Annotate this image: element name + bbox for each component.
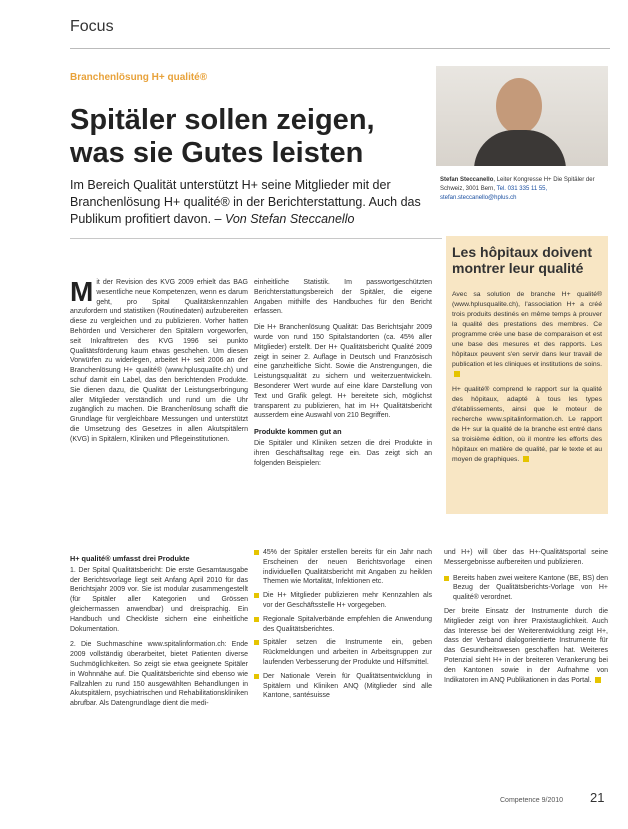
paragraph: Die Spitäler und Kliniken setzen die drei Produkte in ihren Geschäftsalltag rege ein. Das zeigt sich an folgenden Beispielen: [254, 439, 432, 467]
bullet-list [254, 548, 432, 701]
column-1 [70, 278, 248, 451]
caption-contact: Tel. 031 335 11 55, stefan.steccanello@hplus.ch [440, 186, 548, 201]
photo-caption [440, 176, 608, 203]
byline: Von Stefan Steccanello [224, 212, 355, 226]
photo-head-shape [496, 78, 542, 134]
publication-name: Competence 9/2010 [500, 797, 564, 804]
photo-body-shape [474, 130, 566, 166]
caption-role: , Leiter Kongresse H+ Die Spitäler der Schweiz, 3001 Bern, [440, 177, 595, 192]
author-photo [436, 66, 608, 166]
page-number: 21 [590, 790, 605, 805]
dropcap: M [70, 276, 94, 307]
list-item: Spitäler setzen die Instrumente ein, geben Rückmeldungen und arbeiten in Arbeitsgruppen zur laufenden Verbesserung der Produkte und Hilfsmittel. [254, 638, 432, 667]
paragraph: einheitliche Statistik. Im passwortgeschützten Berichterstattungsbereich der Spitäler, die eigene Angaben mithilfe des Handbuches für den Bericht erfassen. [254, 279, 432, 316]
box-p2: H+ qualité® comprend le rapport sur la qualité des hôpitaux, adapté à tous les types d'établissements, ainsi que le moteur de recherche www.spitalinformation.ch. Le rapport de H+ sur la qualité de la branche est entré dans sa troisième édition, où il montre les efforts des hôpitaux en matière de qualité, par le texte et au moyen de graphiques. [452, 386, 602, 463]
lead-text: Im Bereich Qualität unterstützt H+ seine Mitglieder mit der Branchenlösung H+ qualité® in der Berichterstattung. Auch das Publikum profitiert davon. – [70, 178, 421, 226]
list-item: Regionale Spitalverbände empfehlen die Anwendung des Qualitätsberichtes. [254, 615, 432, 635]
column-3-lower [444, 548, 608, 691]
section-label: Focus [70, 18, 114, 35]
end-square-icon [523, 456, 529, 462]
caption-name: Stefan Steccanello [440, 177, 494, 183]
sidebar-box-text [452, 290, 602, 470]
article-headline: Spitäler sollen zeigen, was sie Gutes leisten [70, 104, 375, 169]
sidebar-box-title: Les hôpitaux doivent montrer leur qualité [452, 244, 593, 276]
col3-text: Der breite Einsatz der Instrumente durch die Mitglieder zeigt von ihrer Praxistauglichkeit. Auch das Interesse bei der Weiterentwicklung zeigt H+, dass der Verband dialogorientierte Instrumente für das Gesundheitswesen geschaffen hat. Weiteres Potenzial sieht H+ in der breiteren Verankerung bei den Kantonen sowie in der Aufnahme von Indikatoren im ANQ Publikationen in das Portal. [444, 607, 608, 684]
subheading: Produkte kommen gut an [254, 427, 342, 437]
lead-divider [70, 238, 442, 239]
paragraph [70, 278, 248, 445]
paragraph: Die H+ Branchenlösung Qualität: Das Berichtsjahr 2009 wurde von rund 150 Spitalstandorten (ca. 45% aller Mitglieder) erstellt. Der H+ Qualitätsbericht Qualité 2009 zeigt in seiner 2. Auflage in Deutsch und Französisch eine ganzheitliche Sicht. Sowie die Anstrengungen, die Leistungsqualität zu sichern und weiterzuentwickeln. Besonderer Wert wurde auf eine klare Darstellung von Text und Grafik gelegt. H+ bereitete sich, möglichst transparent zu publizieren, hat im H+ Qualitätsbericht ausserdem eine Auswahl von 210 Begriffen. [254, 324, 432, 420]
paragraph: 1. Der Spital Qualitätsbericht: Die erste Gesamtausgabe der Berichtsvorlage liegt seit Anfang April 2010 für das Berichtsjahr 2009 vor. Sie ist modular zusammengestellt (für Spitäler aller Kategorien und Grössen gleichermassen anwendbar) und dreisprachig. Ein Handbuch und Checkliste sichern eine einheitliche Dokumentation. [70, 566, 248, 633]
paragraph [444, 607, 608, 685]
column-2-lower [254, 548, 432, 705]
list-item: 45% der Spitäler erstellen bereits für ein Jahr nach Erscheinen der neuen Berichtsvorlage einen individuellen Qualitätsbericht mit Angaben zu heiklen Themen wie Mortalität, Infektionen etc. [254, 548, 432, 587]
column-2 [254, 278, 432, 474]
col1-text: it der Revision des KVG 2009 erhielt das BAG wesentliche neue Kompetenzen, wenn es darum geht, pro Spital Qualitätskennzahlen anzufordern und statistiken (Routinedaten) aufzubereiten diese zu vergleichen und zu publizieren. Vorher hatten Behörden und Versicherer den Spitälern vorgeworfen, seit Inkrafttreten des KVG 1996 sei punkto Qualitätsförderung kaum etwas geschehen. Um diesen Vorwürfen zu widerlegen, arbeitet H+ seit 2006 an der Branchenlösung H+ qualité® (www.hplusqualite.ch) und schuf damit ein Label, das den berichtenden Produkte. Sie dienen dazu, die Qualität der Leistungserbringung aller Mitglieder verständlich und rund um die Uhr zugänglich zu machen. Die Branchenlösung schafft die Grundlage für vergleichbare Messungen und unterstützt die Umsetzung des Gesetzes in allen Akutspitälern (KVG) in Spitälern, Kliniken und Pflegeinstitutionen. [70, 279, 248, 443]
article-lead [70, 177, 430, 228]
list-item: Bereits haben zwei weitere Kantone (BE, BS) den Bezug der Qualitätsberichts-Vorlage von H+ qualité® verordnet. [444, 574, 608, 603]
column-1-lower [70, 548, 248, 715]
paragraph: und H+) will über das H+-Qualitätsportal seine Messergebnisse aufbereiten und publizieren. [444, 549, 608, 566]
end-square-icon [595, 677, 601, 683]
header-divider [70, 48, 610, 49]
bullet-list [444, 574, 608, 603]
end-square-icon [454, 371, 460, 377]
paragraph [452, 385, 602, 465]
box-p1: Avec sa solution de branche H+ qualité® (www.hplusqualite.ch), l'association H+ a créé trois produits destinés en même temps à prouver la qualité des prestations des membres. Ce programme crée une base de comparaison et est une base des mesures et des rapports. Les hôpitaux peuvent s'en servir dans leur travail de publication et les cliniques et institutions de soins. [452, 291, 602, 368]
kicker: Branchenlösung H+ qualité® [70, 72, 208, 83]
subheading: H+ qualité® umfasst drei Produkte [70, 554, 190, 563]
list-item: Der Nationale Verein für Qualitätsentwicklung in Spitälern und Kliniken ANQ (Mitglieder sind alle Kantone, santésuisse [254, 672, 432, 701]
paragraph: 2. Die Suchmaschine www.spitalinformation.ch: Ende 2009 vollständig überarbeitet, bietet Patienten diverse Suchmöglichkeiten. So zeigt sie etwa geeignete Spitäler in Wohnnähe auf. Die Qualitätsberichte sind ebenso wie Fallzahlen zu rund 150 ausgewählten Behandlungen in Akutspitälern, psychiatrischen und Rehabilitationskliniken abrufbar. Als Datengrundlage dient die medi- [70, 641, 248, 708]
list-item: Die H+ Mitglieder publizieren mehr Kennzahlen als vor der Geschäftsstelle H+ vorgegeben. [254, 591, 432, 611]
paragraph [452, 290, 602, 380]
